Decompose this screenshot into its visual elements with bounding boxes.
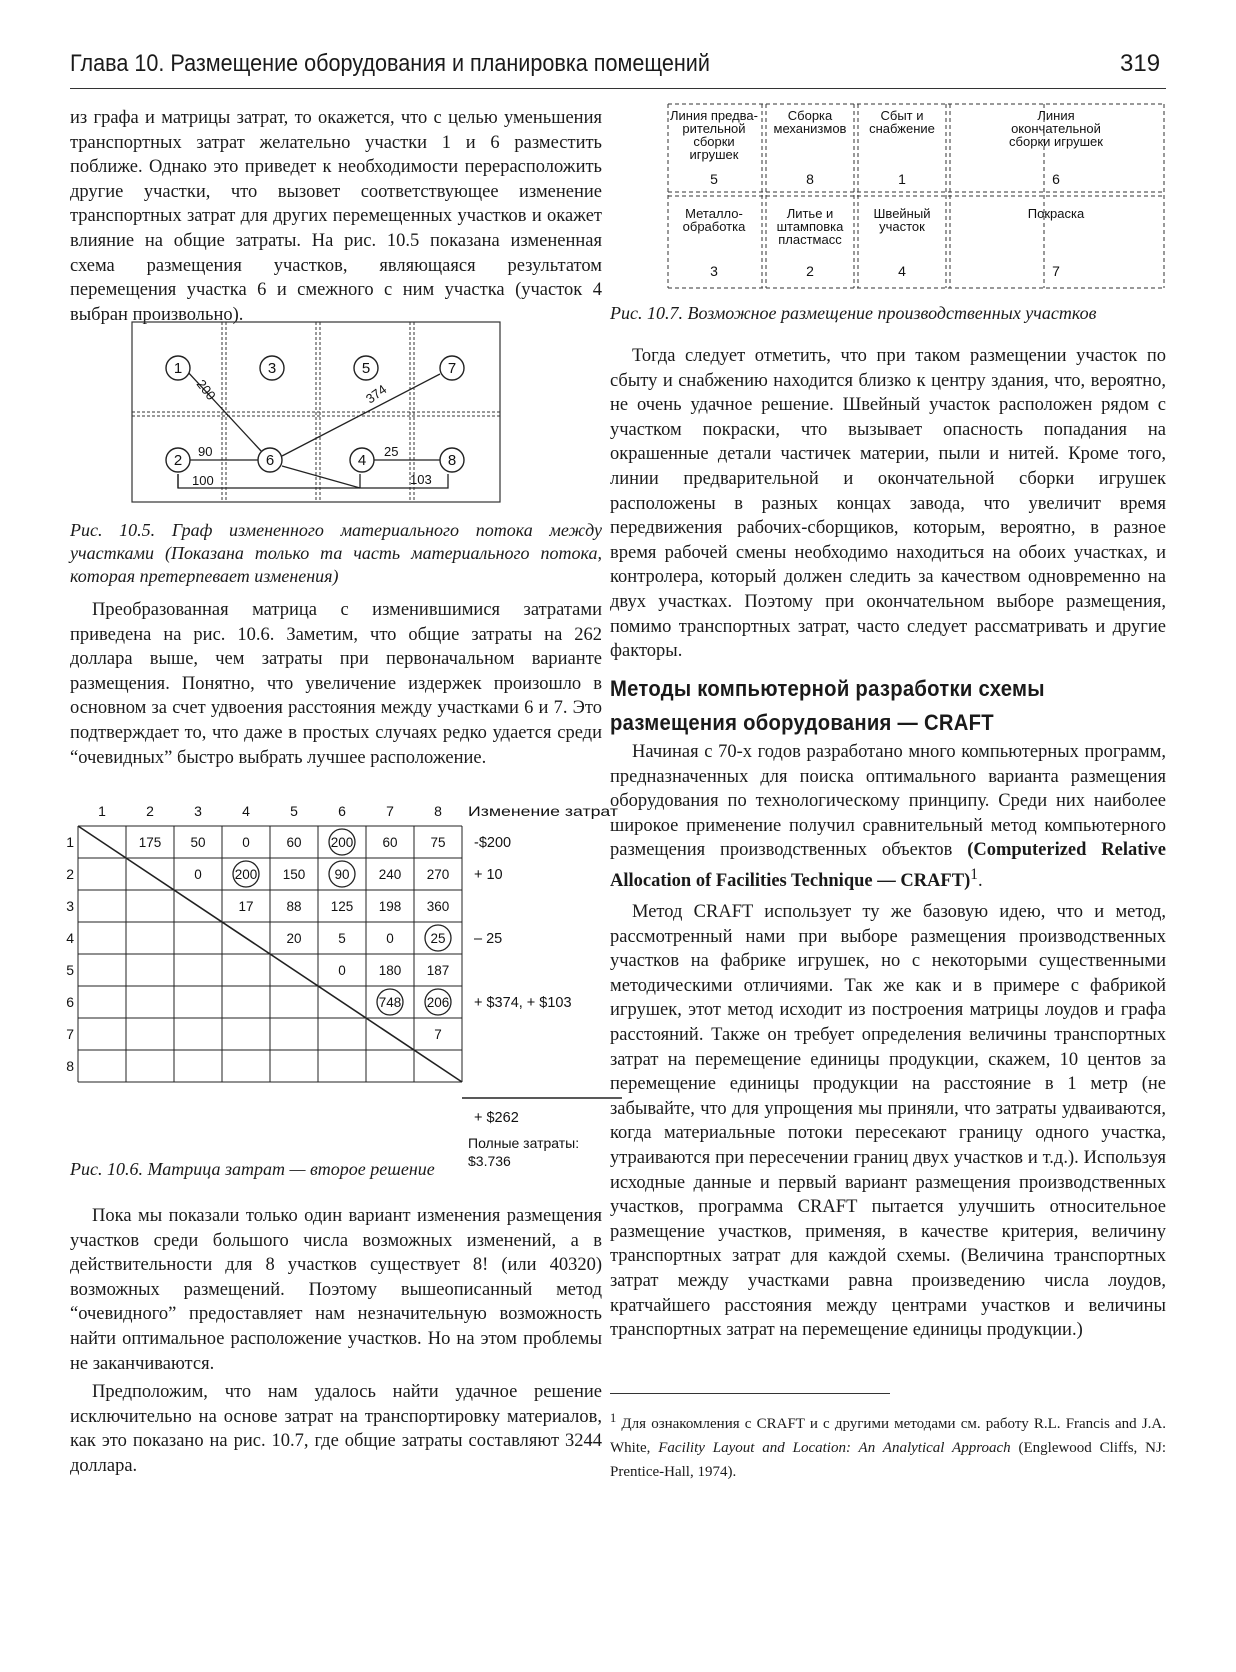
page-number: 319 [1120, 50, 1161, 77]
matrix-cell: 180 [378, 963, 402, 978]
department-number: 6 [1052, 171, 1060, 187]
department-label: Швейный [873, 206, 931, 221]
matrix-cell: 175 [138, 835, 162, 850]
node-label: 7 [447, 360, 457, 377]
figure-10-5-flow-graph [130, 318, 510, 510]
department-label: Сбыт и [880, 108, 924, 123]
matrix-cell: 187 [426, 963, 450, 978]
paragraph: из графа и матрицы затрат, то окажется, что с целью уменьшения транспортных затрат желательно участки 1 и 6 разместить поближе. Однако это приведет к необходимости перерасположить другие участки, что вызовет соответствующее изменение транспортных затрат для других перемещенных участков и окажет влияние на общие затраты. На рис. 10.5 показана измененная схема размещения участков, являющаяся результатом перемещения участка 6 и смежного с ним участка (участок 4 выбран произвольно). [70, 108, 602, 325]
department-label: Литье и [786, 206, 834, 221]
footnote [610, 1406, 1166, 1484]
figure-10-7-layout [666, 100, 1166, 296]
department-label: Покраска [1027, 206, 1085, 221]
section-heading: Методы компьютерной разработки схемы размещения оборудования — CRAFT [610, 676, 1045, 735]
matrix-cell: 0 [338, 963, 346, 978]
matrix-col-header: 8 [434, 803, 442, 819]
figure-caption: Рис. 10.7. Возможное размещение производственных участков [610, 303, 1097, 323]
matrix-cell: 150 [282, 867, 306, 882]
matrix-row-header: 4 [66, 930, 74, 946]
total-cost-label: Полные затраты: [468, 1135, 580, 1151]
department-label: Сборка [787, 108, 833, 123]
matrix-cell: 270 [426, 867, 450, 882]
department-label: обработка [682, 219, 746, 234]
matrix-row-header: 6 [66, 994, 74, 1010]
footnote-book-title: Facility Layout and Location: An Analytical Approach [658, 1440, 1011, 1456]
department-number: 4 [898, 263, 906, 279]
matrix-cell: 360 [426, 899, 450, 914]
matrix-cell: 198 [378, 899, 402, 914]
figure-10-6-cost-matrix [64, 796, 624, 1166]
edge-label: 90 [198, 444, 213, 459]
department-number: 5 [710, 171, 718, 187]
matrix-cell: 50 [190, 835, 206, 850]
edge-label: 200 [193, 376, 219, 403]
paragraph [610, 740, 1166, 894]
footnote-text: Для ознакомления с CRAFT и с другими методами см. работу R.L. Francis and J.A. White, [610, 1416, 1166, 1456]
edge-label: 103 [410, 472, 432, 487]
department-label: штамповка [776, 219, 844, 234]
cost-change: + $374, + $103 [474, 995, 572, 1011]
matrix-cell: 748 [378, 995, 402, 1010]
cost-change: + 10 [474, 867, 503, 883]
figure-caption: Рис. 10.6. Матрица затрат — второе решение [70, 1159, 435, 1179]
department-label: игрушек [689, 147, 739, 162]
matrix-cell: 0 [242, 835, 250, 850]
matrix-cell: 90 [334, 867, 350, 882]
matrix-cell: 240 [378, 867, 402, 882]
node-label: 8 [447, 452, 457, 469]
matrix-col-header: 1 [98, 803, 106, 819]
footnote-number: 1 [610, 1411, 617, 1425]
edge-2-4-bracket-left [178, 474, 250, 488]
edge-label: 25 [384, 444, 399, 459]
node-label: 5 [361, 360, 371, 377]
paragraph: Предположим, что нам удалось найти удачное решение исключительно на основе затрат на транспортировку материалов, как это показано на рис. 10.7, где общие затраты составляют 3244 доллара. [70, 1382, 602, 1476]
matrix-cell: 200 [234, 867, 258, 882]
department-label: окончательной [1011, 121, 1101, 136]
department-label: механизмов [773, 121, 847, 136]
matrix-col-header: 2 [146, 803, 154, 819]
matrix-col-header: 5 [290, 803, 298, 819]
department-label: сборки [693, 134, 735, 149]
craft-term: (Computerized Relative Allocation of Facilities Technique — CRAFT) [610, 840, 1166, 892]
matrix-row-header: 5 [66, 962, 74, 978]
department-label: участок [879, 219, 925, 234]
paragraph: Пока мы показали только один вариант изменения размещения участков среди большого числа возможных изменений, а в действительности для 8 участков существует 8! (или 40320) возможных размещений. Поэтому вышеописанный метод “очевидного” предоставляет нам незначительную возможность найти оптимальное расположение участков. Но на этом проблемы не заканчиваются. [70, 1206, 602, 1374]
matrix-cell: 5 [338, 931, 346, 946]
department-label: Металло- [685, 206, 743, 221]
footnote-ref: 1 [970, 865, 978, 883]
matrix-cell: 88 [286, 899, 302, 914]
department-number: 2 [806, 263, 814, 279]
matrix-row-header: 2 [66, 866, 74, 882]
matrix-cell: 206 [426, 995, 450, 1010]
edge-label: 374 [362, 381, 390, 407]
node-label: 2 [173, 452, 183, 469]
figure-caption: Рис. 10.5. Граф измененного материального потока между участками (Показана только та часть материального потока, которая претерпевает изменения) [70, 520, 602, 586]
paragraph: Тогда следует отметить, что при таком размещении участок по сбыту и снабжению находится близко к центру здания, что, вероятно, не очень удачное решение. Швейный участок расположен рядом с участком покраски, что вызывает опасность попадания на окрашенные детали частичек материи, пыли и нитей. Кроме того, линии предварительной и окончательной сборки игрушек расположены в разных концах завода, что увеличит время передвижения рабочих-сборщиков, которым, вероятно, в разное время рабочей смены необходимо находиться на обоих участках, и контролера, который должен следить за качеством одновременно на двух участках. Поэтому при окончательном выборе размещения, помимо транспортных затрат, часто следует рассматривать и другие факторы. [610, 346, 1166, 662]
edge-label: 100 [192, 473, 214, 488]
matrix-cell: 75 [430, 835, 446, 850]
footnote-end: (Englewood Cliffs, NJ: Prentice-Hall, 1974). [610, 1440, 1166, 1480]
node-label: 4 [357, 452, 367, 469]
matrix-cell: 0 [386, 931, 394, 946]
matrix-cell: 60 [286, 835, 302, 850]
department-label: пластмасс [778, 232, 842, 247]
matrix-cell: 25 [430, 931, 446, 946]
matrix-cell: 60 [382, 835, 398, 850]
total-cost-value: $3,736 [468, 1153, 511, 1166]
cost-change: – 25 [474, 931, 503, 947]
matrix-col-header: 3 [194, 803, 202, 819]
node-label: 6 [265, 452, 275, 469]
cost-change: -$200 [474, 835, 512, 851]
paragraph-text: Начиная с 70-х годов разработано много компьютерных программ, предназначенных для поиска оптимального варианта размещения оборудования по технологическому принципу. Среди них наиболее широкое применение получил сравнительный метод компьютерного размещения производственных объектов [610, 742, 1166, 861]
running-header-title: Глава 10. Размещение оборудования и планировка помещений [70, 50, 710, 77]
matrix-cell: 125 [330, 899, 354, 914]
department-label: рительной [682, 121, 746, 136]
department-number: 1 [898, 171, 906, 187]
department-number: 7 [1052, 263, 1060, 279]
matrix-svg [64, 796, 624, 1166]
matrix-cell: 0 [194, 867, 202, 882]
matrix-cell: 20 [286, 931, 302, 946]
matrix-cell: 17 [238, 899, 254, 914]
paragraph-end: . [977, 871, 983, 892]
matrix-col-header: 7 [386, 803, 394, 819]
edge-6-7 [282, 374, 440, 456]
matrix-col-header: 6 [338, 803, 346, 819]
department-number: 8 [806, 171, 814, 187]
matrix-change-header: Изменение затрат [468, 803, 619, 819]
footnote-rule [610, 1393, 890, 1394]
matrix-row-header: 8 [66, 1058, 74, 1074]
matrix-cell: 7 [434, 1027, 442, 1042]
paragraph: Метод CRAFT использует ту же базовую идею, что и метод, рассмотренный нами при выборе размещения производственных участков на фабрике игрушек, но с некоторыми существенными методическими отличиями. Так же как и в примере с фабрикой игрушек, этот метод исходит из построения матрицы лоудов и графа расстояний. Также он требует определения величины транспортных затрат на перемещение единицы продукции, скажем, 10 центов за перемещение единицы продукции на расстояние в 1 метр (не забывайте, что для упрощения мы приняли, что затраты удваиваются, когда материальные потоки пересекают границу одного участка, утраиваются при пересечении границ двух участков и т.д.). Используя исходные данные и первый вариант размещения производственных участков, программа CRAFT пытается улучшить относительное размещение участков, применяя, в качестве критерия, величину транспортных затрат для каждой схемы. (Величина транспортных затрат между участками равна произведению числа лоудов, кратчайшего расстояния между центрами участков и величины транспортных затрат на перемещение единицы продукции.) [610, 902, 1166, 1341]
paragraph: Преобразованная матрица с изменившимися затратами приведена на рис. 10.6. Заметим, что общие затраты на 262 доллара выше, чем затраты при первоначальном варианте размещения. Понятно, что увеличение издержек произошло в основном за счет удвоения расстояния между участками 6 и 7. Это подтверждает то, что даже в простых случаях редко удается среди “очевидных” быстро выбрать лучшее расположение. [70, 600, 602, 768]
matrix-cell: 200 [330, 835, 354, 850]
matrix-col-header: 4 [242, 803, 250, 819]
matrix-row-header: 3 [66, 898, 74, 914]
cost-change-sum: + $262 [474, 1110, 519, 1126]
matrix-row-header: 7 [66, 1026, 74, 1042]
node-label: 3 [267, 360, 277, 377]
header-rule [70, 88, 1166, 89]
department-label: Линия предва- [669, 108, 759, 123]
matrix-row-header: 1 [66, 834, 74, 850]
department-label: сборки игрушек [1009, 134, 1103, 149]
department-label: Линия [1037, 108, 1075, 123]
node-label: 1 [173, 360, 183, 377]
department-label: снабжение [869, 121, 935, 136]
department-number: 3 [710, 263, 718, 279]
